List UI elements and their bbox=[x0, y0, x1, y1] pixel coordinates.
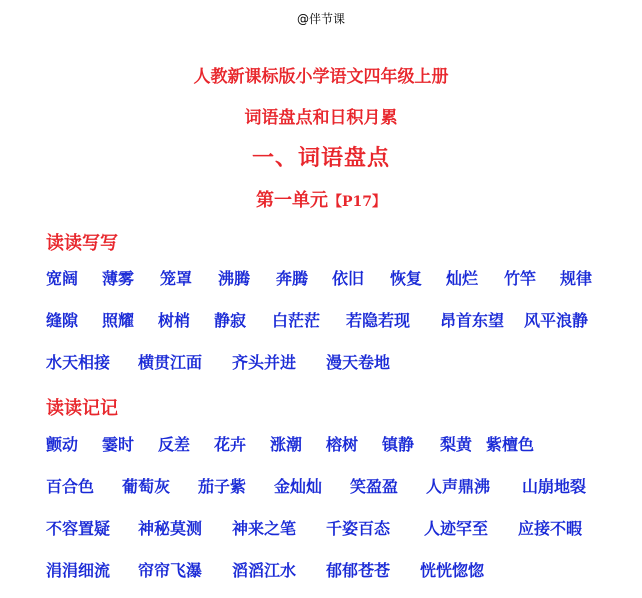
word: 反差 bbox=[158, 435, 191, 454]
word: 神来之笔 bbox=[232, 519, 297, 538]
word: 笼罩 bbox=[160, 269, 193, 288]
word: 漫天卷地 bbox=[326, 353, 391, 372]
word: 缝隙 bbox=[46, 311, 79, 330]
watermark: @伴节课 bbox=[296, 12, 345, 26]
word: 人声鼎沸 bbox=[426, 477, 491, 496]
word: 人迹罕至 bbox=[424, 519, 489, 538]
unit-label: 第一单元 bbox=[255, 190, 328, 211]
word: 百合色 bbox=[46, 477, 95, 496]
word: 花卉 bbox=[214, 435, 247, 454]
word: 宽阔 bbox=[46, 269, 79, 288]
word: 奔腾 bbox=[276, 269, 309, 288]
word: 涓涓细流 bbox=[46, 561, 111, 580]
word: 应接不暇 bbox=[518, 519, 583, 538]
word: 依旧 bbox=[332, 269, 365, 288]
word: 齐头并进 bbox=[232, 353, 297, 372]
word: 千姿百态 bbox=[326, 519, 391, 538]
word: 昂首东望 bbox=[440, 311, 505, 330]
unit-page-ref: 【P17】 bbox=[327, 194, 386, 210]
read-write-label: 读读写写 bbox=[46, 233, 118, 254]
word: 白茫茫 bbox=[272, 311, 321, 330]
section-title: 一、词语盘点 bbox=[251, 145, 390, 171]
read-remember-label: 读读记记 bbox=[46, 398, 118, 419]
word: 霎时 bbox=[102, 435, 135, 454]
word: 恍恍惚惚 bbox=[420, 561, 485, 580]
word: 颤动 bbox=[46, 435, 79, 454]
word: 竹竿 bbox=[504, 269, 537, 288]
word: 照耀 bbox=[102, 311, 135, 330]
word: 水天相接 bbox=[46, 353, 111, 372]
word: 梨黄 bbox=[440, 435, 473, 454]
word: 紫檀色 bbox=[486, 435, 535, 454]
word: 树梢 bbox=[158, 311, 191, 330]
book-title: 人教新课标版小学语文四年级上册 bbox=[193, 67, 449, 87]
word: 滔滔江水 bbox=[232, 561, 297, 580]
word: 规律 bbox=[560, 269, 593, 288]
word: 风平浪静 bbox=[524, 311, 589, 330]
page-subtitle: 词语盘点和日积月累 bbox=[244, 108, 398, 128]
word: 灿烂 bbox=[446, 269, 479, 288]
word: 葡萄灰 bbox=[122, 477, 171, 496]
word: 镇静 bbox=[382, 435, 415, 454]
word: 静寂 bbox=[214, 311, 247, 330]
word: 榕树 bbox=[326, 435, 359, 454]
word: 沸腾 bbox=[218, 269, 251, 288]
word: 薄雾 bbox=[102, 269, 135, 288]
word: 横贯江面 bbox=[138, 353, 203, 372]
word: 恢复 bbox=[390, 269, 423, 288]
word: 山崩地裂 bbox=[522, 477, 587, 496]
word: 不容置疑 bbox=[46, 519, 111, 538]
unit-heading bbox=[0, 186, 642, 212]
word: 茄子紫 bbox=[198, 477, 247, 496]
word: 金灿灿 bbox=[274, 477, 323, 496]
word: 若隐若现 bbox=[346, 311, 411, 330]
word: 涨潮 bbox=[270, 435, 303, 454]
word: 帘帘飞瀑 bbox=[138, 561, 203, 580]
word: 神秘莫测 bbox=[138, 519, 203, 538]
word: 郁郁苍苍 bbox=[326, 561, 391, 580]
word: 笑盈盈 bbox=[350, 477, 399, 496]
